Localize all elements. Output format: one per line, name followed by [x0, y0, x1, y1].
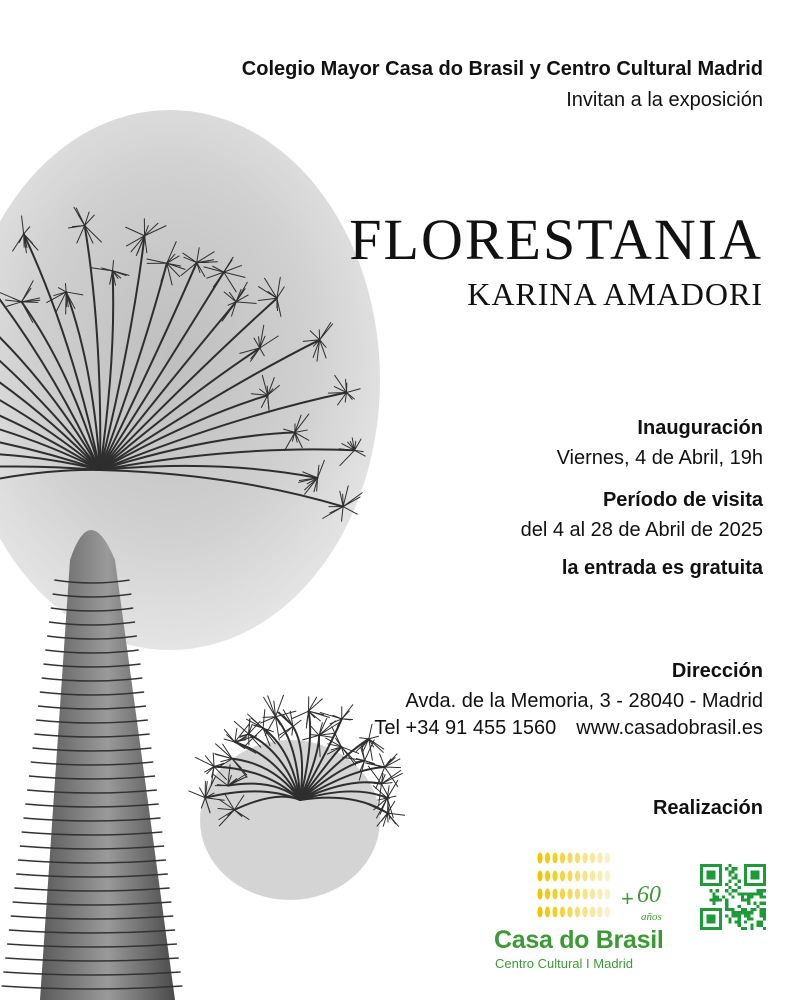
- qr-code-icon[interactable]: [700, 864, 766, 930]
- contact-line: [374, 717, 763, 740]
- visit-dates: del 4 al 28 de Abril de 2025: [520, 519, 763, 541]
- artist-name: KARINA AMADORI: [467, 276, 763, 312]
- opening-heading: Inauguración: [637, 417, 763, 439]
- address-street: Avda. de la Memoria, 3 - 28040 - Madrid: [405, 690, 763, 712]
- visit-heading: Período de visita: [602, 489, 763, 511]
- plus-sign: +: [621, 886, 634, 911]
- logo-name: Casa do Brasil: [494, 926, 664, 954]
- phone-number: Tel +34 91 455 1560: [374, 717, 557, 739]
- exhibition-title: FLORESTANIA: [349, 207, 763, 272]
- website-link[interactable]: www.casadobrasil.es: [576, 717, 763, 739]
- invite-line: Invitan a la exposición: [566, 89, 763, 111]
- logo-subtitle: Centro Cultural I Madrid: [495, 956, 633, 971]
- opening-date: Viernes, 4 de Abril, 19h: [556, 447, 763, 469]
- address-heading: Dirección: [671, 660, 763, 682]
- anniversary-number: 60: [637, 882, 661, 908]
- organizer-line: Colegio Mayor Casa do Brasil y Centro Cultural Madrid: [241, 58, 763, 80]
- free-entry-note: la entrada es gratuita: [561, 557, 763, 579]
- credits-heading: Realización: [652, 797, 763, 819]
- anniversary-word: años: [641, 911, 662, 923]
